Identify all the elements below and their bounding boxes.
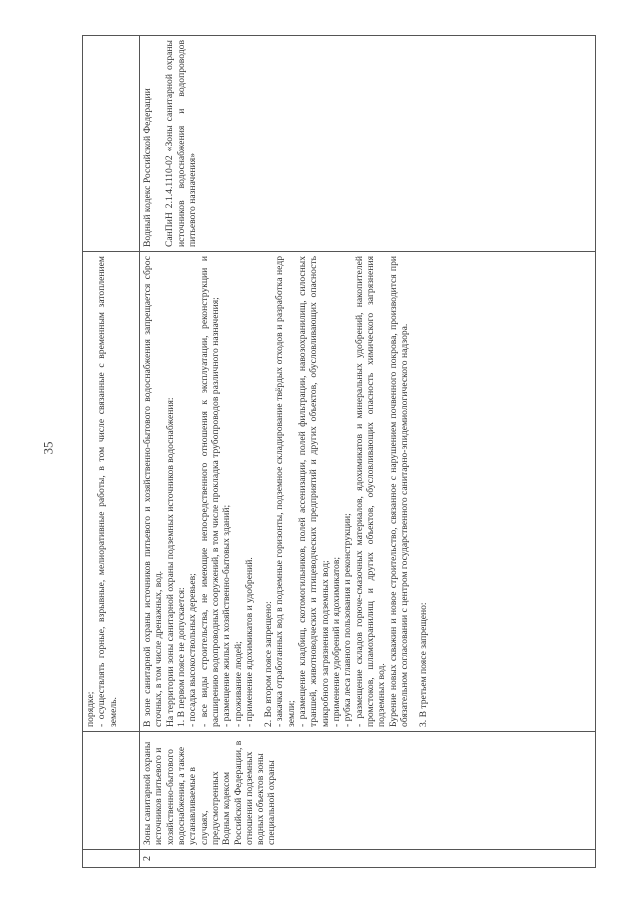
text-line: порядке; <box>85 691 96 727</box>
cell-number-empty <box>83 850 140 868</box>
text-line: - проживание людей; <box>232 641 244 727</box>
text-line: - осуществлять горные, взрывные, мелиоративные работы, в том числе связанные с временным затоплением земель. <box>96 256 119 727</box>
restrictions-cell <box>140 252 596 732</box>
text-line: 1. В первом поясе не допускается: <box>175 587 187 727</box>
text-line: Бурение новых скважин и новое строительство, связанное с нарушением почвенного покрова, производится при обязательном согласовании с центром государственного санитарно-эпидемиологического надзора. <box>387 256 410 727</box>
references-cell <box>140 36 596 252</box>
reference-item: Водный кодекс Российской Федерации <box>142 88 153 247</box>
text-line: - посадка высокоствольных деревьев; <box>187 573 199 727</box>
zone-name-cell <box>140 732 596 850</box>
text-line: - размещение складов горюче-смазочных материалов, ядохимикатов и минеральных удобрений, накопителей промстоков, шламохранилищ и других объектов, обусловливающих опасность химического загрязнения подземных вод. <box>353 256 388 727</box>
zone-name: Зоны санитарной охраны источников питьевого и хозяйственно-бытового водоснабжения, а также устанавливаемые в случаях, предусмотренных Водным кодексом Российской Федерации, в отношении подземных водных объектов зоны специальной охраны <box>142 740 278 845</box>
row-number: 2 <box>140 850 596 868</box>
rotated-table-container <box>82 36 596 868</box>
text-line: 2. Во втором поясе запрещено: <box>263 601 275 727</box>
text-line: - все виды строительства, не имеющие непосредственного отношения к эксплуатации, реконструкции и расширению водопроводных сооружений, в том числе прокладка трубопроводов различного назначения; <box>198 256 221 727</box>
text-line: - размещение кладбищ, скотомогильников, полей ассенизации, полей фильтрации, навозохранилищ, силосных траншей, животноводческих и птицеводческих предприятий и других объектов, обусловливающих опасность микробного загрязнения подземных вод; <box>297 256 331 727</box>
regulation-table <box>82 35 596 868</box>
text-line: - применение ядохимикатов и удобрений. <box>243 557 255 727</box>
cell-ref-empty <box>83 36 140 252</box>
text-line: 3. В третьем поясе запрещено: <box>418 602 430 727</box>
spacer <box>410 256 418 727</box>
table-row <box>140 36 596 868</box>
spacer <box>255 256 263 727</box>
page-number: 35 <box>40 441 56 455</box>
text-line: - рубка леса главного пользования и реконструкции; <box>342 513 354 727</box>
spacer <box>156 40 164 247</box>
table-row-continuation <box>83 36 140 868</box>
text-line: - закачка отработанных вод в подземные горизонты, подземное складирование твёрдых отходов и разработка недр земли; <box>274 256 297 727</box>
text-line: На территории зоны санитарной охраны подземных источников водоснабжения: <box>164 397 176 727</box>
text-line: - применение удобрений и ядохимикатов; <box>331 556 342 727</box>
text-line: В зоне санитарной охраны источников питьевого и хозяйственно-бытового водоснабжения запрещается сброс сточных, в том числе дренажных, вод. <box>142 256 165 727</box>
table-wrapper <box>82 36 596 868</box>
reference-item: СанПиН 2.1.4.1110-02 «Зоны санитарной охраны источников водоснабжения и водопроводов питьевого назначения» <box>164 40 198 247</box>
text-line: - размещение жилых и хозяйственно-бытовых зданий; <box>221 504 233 727</box>
cell-name-empty <box>83 732 140 850</box>
cell-continuation-text <box>83 252 140 732</box>
